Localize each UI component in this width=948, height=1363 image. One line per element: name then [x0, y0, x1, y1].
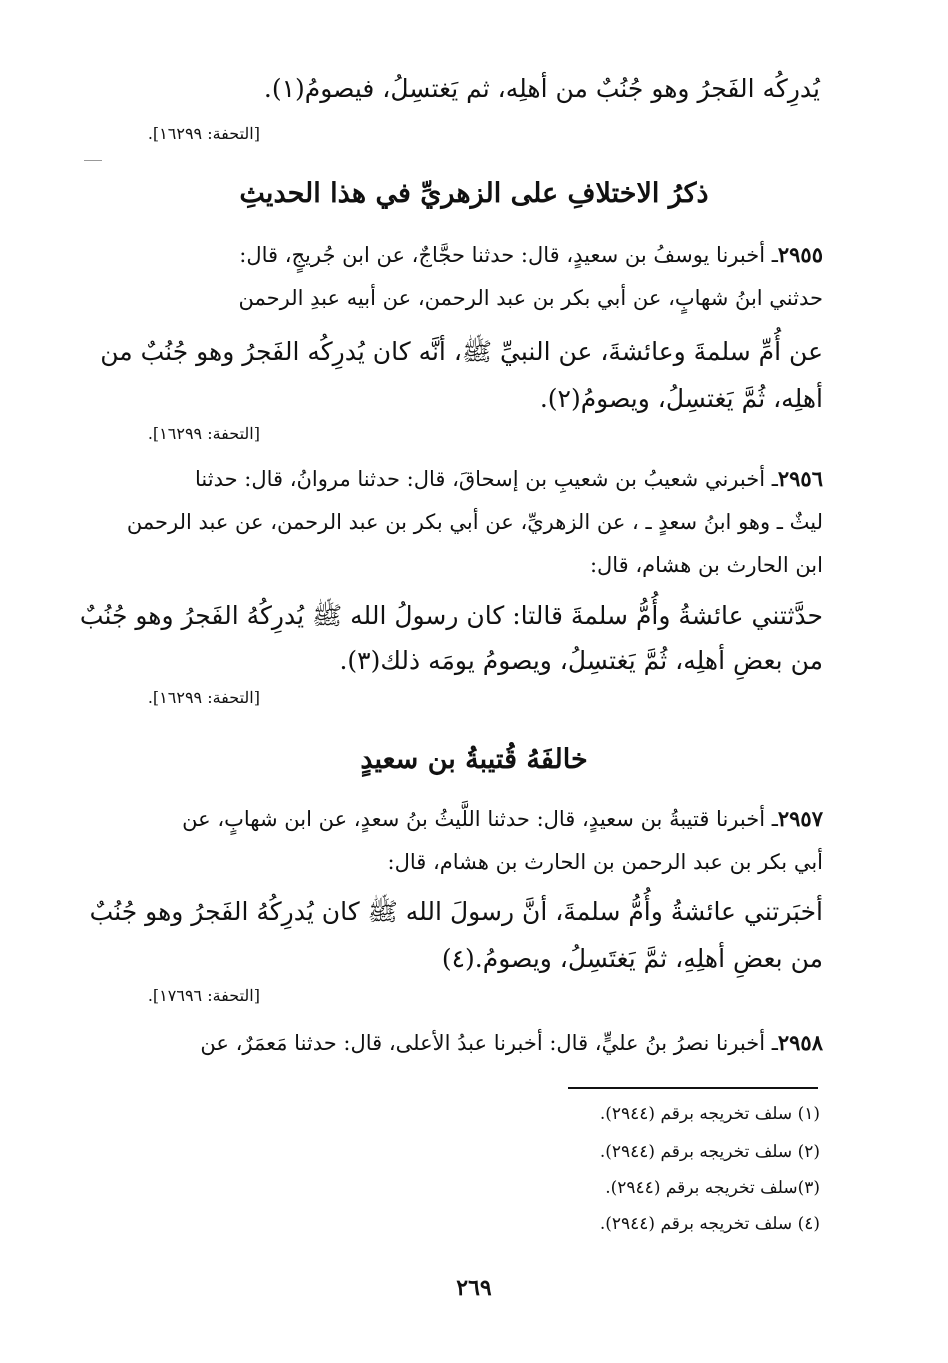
- footnote-divider: [568, 1087, 818, 1089]
- hadith-number: ٢٩٥٥: [777, 242, 823, 267]
- tuhfa-reference: [التحفة: ١٧٦٩٦].: [147, 986, 260, 1005]
- hadith-2956-line-3: ابن الحارث بن هشام، قال:: [589, 553, 823, 577]
- hadith-2957-line-2: أبي بكر بن عبد الرحمن بن الحارث بن هشام، قال:: [387, 850, 823, 874]
- hadith-2955-line-3: عن أُمِّ سلمةَ وعائشةَ، عن النبيِّ ﷺ، أنَّه كان يُدرِكُه الفَجرُ وهو جُنُبٌ من: [100, 337, 823, 366]
- page-number: ٢٦٩: [456, 1275, 492, 1301]
- section-heading: خالفَهُ قُتيبةُ بن سعيدٍ: [360, 744, 588, 775]
- hadith-2956-line-4: حدَّثتني عائشةُ وأُمُّ سلمةَ قالتا: كان رسولُ الله ﷺ يُدرِكُهُ الفَجرُ وهو جُنُبٌ: [79, 601, 823, 630]
- hadith-2957-line-3: أخبَرتني عائشةُ وأُمُّ سلمةَ، أنَّ رسولَ الله ﷺ كان يُدرِكُهُ الفَجرُ وهو جُنُبٌ: [89, 897, 823, 926]
- tuhfa-reference: [التحفة: ١٦٢٩٩].: [147, 124, 260, 143]
- footnote: (٤) سلف تخريجه برقم (٢٩٤٤).: [599, 1214, 820, 1234]
- hadith-number: ٢٩٥٦: [777, 466, 823, 491]
- text-line: يُدرِكُه الفَجرُ وهو جُنُبٌ من أهلِه، ثم يَغتسِلُ، فيصومُ(١).: [263, 74, 820, 103]
- hadith-2957-line-1: [182, 806, 823, 831]
- footnote: (١) سلف تخريجه برقم (٢٩٤٤).: [599, 1104, 820, 1124]
- hadith-text: ـ أخبرنا قتيبةُ بن سعيدٍ، قال: حدثنا اللَّيثُ بنُ سعدٍ، عن ابن شهابٍ، عن: [182, 807, 778, 831]
- hadith-2955-line-1: [239, 242, 823, 267]
- hadith-2956-line-2: ليثٌ ـ وهو ابنُ سعدٍ ـ ، عن الزهريِّ، عن أبي بكر بن عبد الرحمن، عن عبد الرحمن: [126, 510, 823, 534]
- hadith-text: ـ أخبرنا يوسفُ بن سعيدٍ، قال: حدثنا حجَّاجٌ، عن ابن جُريجٍ، قال:: [239, 243, 778, 267]
- footnote: (٣)سلف تخريجه برقم (٢٩٤٤).: [605, 1178, 820, 1198]
- margin-mark: [84, 160, 102, 161]
- footnote: (٢) سلف تخريجه برقم (٢٩٤٤).: [599, 1142, 820, 1162]
- hadith-2955-line-4: أهلِه، ثُمَّ يَغتسِلُ، ويصومُ(٢).: [539, 384, 823, 413]
- hadith-2956-line-5: من بعضِ أهلِه، ثُمَّ يَغتسِلُ، ويصومُ يومَه ذلك(٣).: [339, 646, 823, 675]
- hadith-2958-line-1: [200, 1030, 823, 1055]
- hadith-2956-line-1: [195, 466, 823, 491]
- tuhfa-reference: [التحفة: ١٦٢٩٩].: [147, 424, 260, 443]
- hadith-2957-line-4: من بعضِ أهلِهِ، ثمَّ يَغتَسِلُ، ويصومُ.(٤): [441, 944, 823, 973]
- hadith-number: ٢٩٥٨: [777, 1030, 823, 1055]
- hadith-text: ـ أخبرني شعيبُ بن شعيبِ بن إسحاقَ، قال: حدثنا مروانُ، قال: حدثنا: [195, 467, 778, 491]
- hadith-number: ٢٩٥٧: [777, 806, 823, 831]
- hadith-text: ـ أخبرنا نصرُ بنُ عليٍّ، قال: أخبرنا عبدُ الأعلى، قال: حدثنا مَعمَرٌ، عن: [200, 1031, 778, 1055]
- section-heading: ذكرُ الاختلافِ على الزهريِّ في هذا الحديثِ: [239, 178, 709, 209]
- tuhfa-reference: [التحفة: ١٦٢٩٩].: [147, 688, 260, 707]
- hadith-2955-line-2: حدثني ابنُ شهابٍ، عن أبي بكر بن عبد الرحمن، عن أبيه عبدِ الرحمن: [238, 286, 823, 310]
